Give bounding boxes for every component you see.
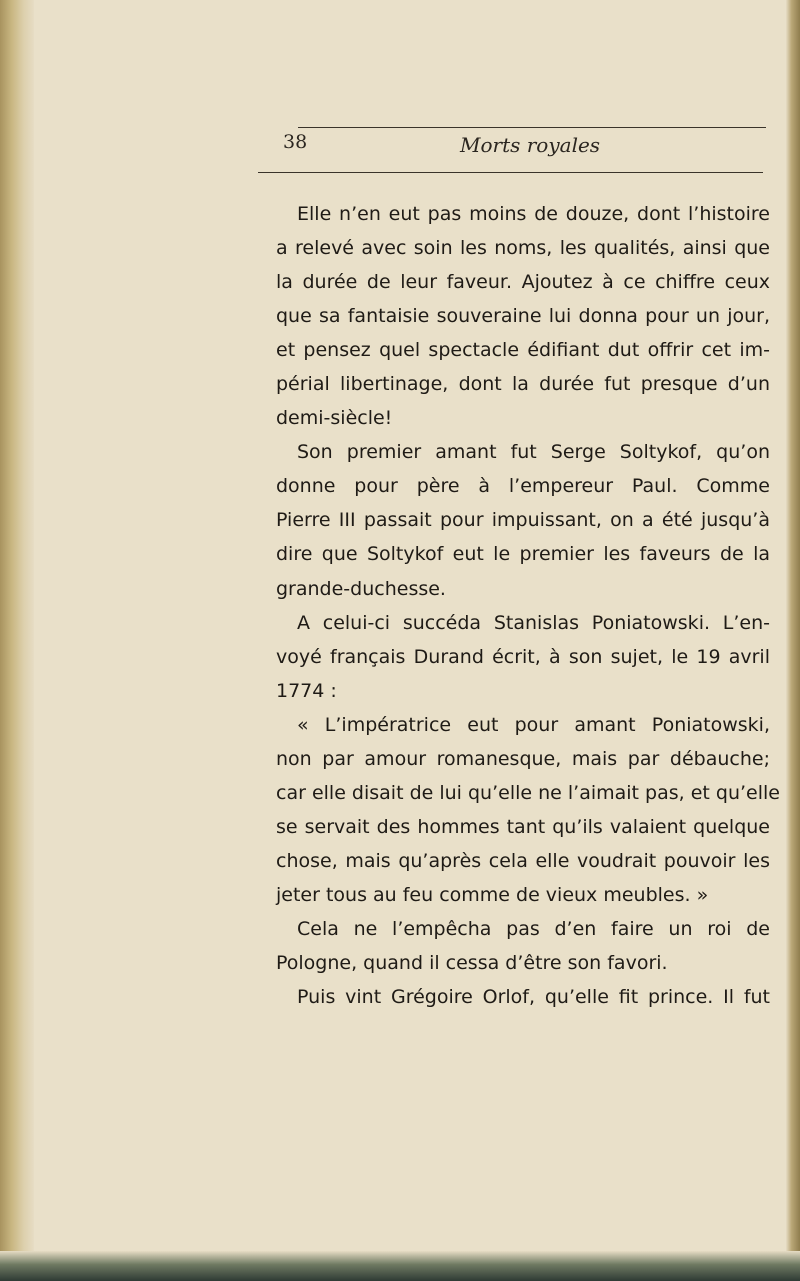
text-line: périal libertinage, dont la durée fut presque d’un xyxy=(276,373,770,396)
text-line: Elle n’en eut pas moins de douze, dont l’histoire xyxy=(297,203,770,225)
text-line: demi-siècle! xyxy=(276,407,393,430)
header-rule-bottom xyxy=(258,172,763,173)
body-text xyxy=(276,197,780,1014)
text-line: 1774 : xyxy=(276,679,337,702)
book-edge-right xyxy=(786,0,800,1281)
text-line: Pierre III passait pour impuissant, on a été jusqu’à xyxy=(276,509,770,532)
text-line: Cela ne l’empêcha pas d’en faire un roi de xyxy=(297,917,770,940)
text-line: a relevé avec soin les noms, les qualités, ainsi que xyxy=(276,237,770,260)
text-line: grande-duchesse. xyxy=(276,577,446,600)
text-line: Pologne, quand il cessa d’être son favori. xyxy=(276,952,668,975)
text-line: non par amour romanesque, mais par débauche; xyxy=(276,747,770,770)
text-line: car elle disait de lui qu’elle ne l’aimait pas, et qu’elle xyxy=(276,781,780,804)
text-line: Son premier amant fut Serge Soltykof, qu’on xyxy=(297,441,770,464)
book-edge-left xyxy=(0,0,34,1281)
book-edge-bottom xyxy=(0,1251,800,1281)
header-rule-top xyxy=(298,127,766,128)
text-line: jeter tous au feu comme de vieux meubles. » xyxy=(276,883,709,906)
text-line: la durée de leur faveur. Ajoutez à ce chiffre ceux xyxy=(276,271,770,294)
page-number: 38 xyxy=(283,131,308,153)
running-title: Morts royales xyxy=(460,133,601,157)
text-line: donne pour père à l’empereur Paul. Comme xyxy=(276,475,770,498)
text-line: A celui-ci succéda Stanislas Poniatowski. L’en- xyxy=(297,611,770,634)
text-line: « L’impératrice eut pour amant Poniatowski, xyxy=(297,713,770,736)
text-line: se servait des hommes tant qu’ils valaient quelque xyxy=(276,815,770,838)
text-line: voyé français Durand écrit, à son sujet, le 19 avril xyxy=(276,645,770,668)
text-line: dire que Soltykof eut le premier les faveurs de la xyxy=(276,543,770,566)
text-line: que sa fantaisie souveraine lui donna pour un jour, xyxy=(276,305,770,328)
text-line: et pensez quel spectacle édifiant dut offrir cet im- xyxy=(276,339,770,362)
text-line: Puis vint Grégoire Orlof, qu’elle fit prince. Il fut xyxy=(297,986,770,1009)
text-line: chose, mais qu’après cela elle voudrait pouvoir les xyxy=(276,849,770,872)
